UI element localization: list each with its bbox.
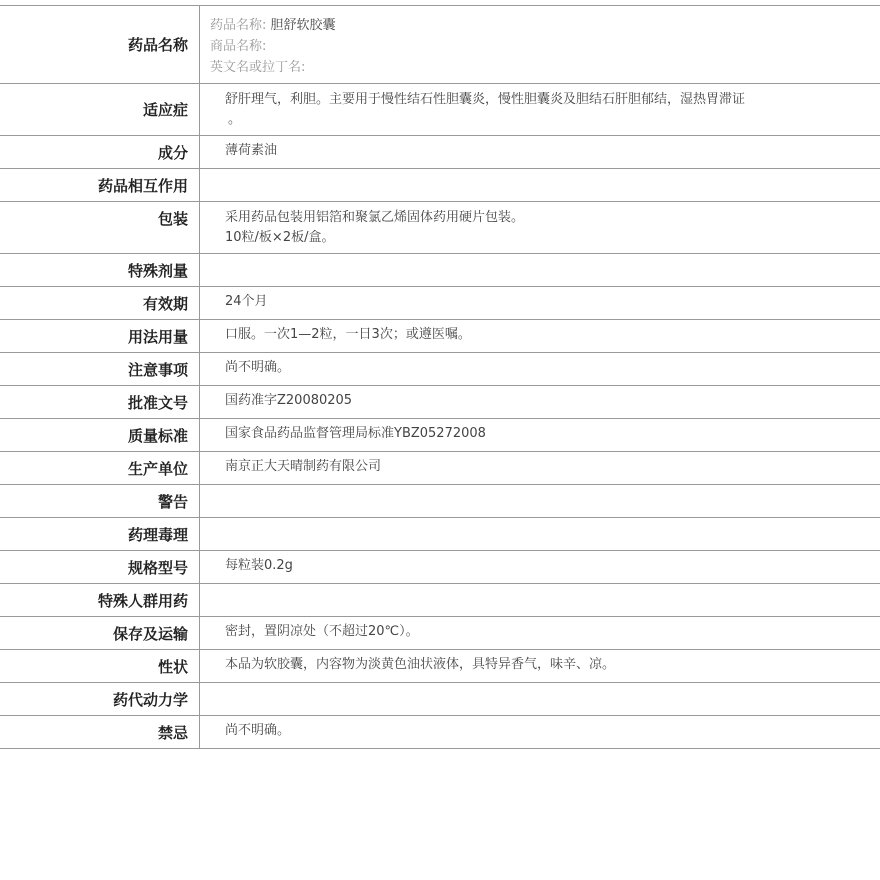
row-manufacturer xyxy=(0,452,880,485)
row-label: 成分 xyxy=(0,136,200,168)
row-interactions xyxy=(0,169,880,202)
row-storage xyxy=(0,617,880,650)
row-label: 特殊人群用药 xyxy=(0,584,200,616)
english-name-label: 英文名或拉丁名: xyxy=(210,60,306,75)
row-specification xyxy=(0,551,880,584)
row-label: 适应症 xyxy=(0,84,200,135)
row-label: 特殊剂量 xyxy=(0,254,200,286)
packaging-line-2: 10粒/板×2板/盒。 xyxy=(225,230,335,245)
row-label: 用法用量 xyxy=(0,320,200,352)
row-value: 薄荷素油 xyxy=(225,143,278,158)
row-label: 批准文号 xyxy=(0,386,200,418)
row-label: 保存及运输 xyxy=(0,617,200,649)
row-label: 药品名称 xyxy=(0,6,200,83)
row-packaging xyxy=(0,202,880,254)
row-label: 禁忌 xyxy=(0,716,200,748)
row-value: 口服。一次1—2粒，一日3次；或遵医嘱。 xyxy=(225,327,471,342)
row-label: 包装 xyxy=(0,202,200,253)
row-label: 质量标准 xyxy=(0,419,200,451)
row-value: 密封，置阴凉处（不超过20℃）。 xyxy=(225,624,419,639)
indication-line-1: 舒肝理气，利胆。主要用于慢性结石性胆囊炎，慢性胆囊炎及胆结石肝胆郁结，湿热胃滞证 xyxy=(225,92,746,107)
row-label: 警告 xyxy=(0,485,200,517)
indication-line-2: 。 xyxy=(228,112,242,127)
row-value xyxy=(200,6,880,83)
trade-name-label: 商品名称: xyxy=(210,39,267,54)
row-value: 每粒装0.2g xyxy=(225,558,293,573)
row-value: 南京正大天晴制药有限公司 xyxy=(225,459,382,474)
row-value: 本品为软胶囊，内容物为淡黄色油状液体，具特异香气，味辛、凉。 xyxy=(225,657,616,672)
row-label: 药理毒理 xyxy=(0,518,200,550)
row-label: 规格型号 xyxy=(0,551,200,583)
row-usage xyxy=(0,320,880,353)
drug-name-label: 药品名称: xyxy=(210,18,267,33)
row-value: 24个月 xyxy=(225,294,268,309)
packaging-line-1: 采用药品包装用铝箔和聚氯乙烯固体药用硬片包装。 xyxy=(225,210,525,225)
row-value xyxy=(200,84,880,135)
row-label: 药代动力学 xyxy=(0,683,200,715)
row-value xyxy=(200,485,880,517)
row-contraindications xyxy=(0,716,880,749)
row-quality-standard xyxy=(0,419,880,452)
row-label: 性状 xyxy=(0,650,200,682)
row-pharmacokinetics xyxy=(0,683,880,716)
row-ingredients xyxy=(0,136,880,169)
row-warning xyxy=(0,485,880,518)
row-label: 注意事项 xyxy=(0,353,200,385)
row-special-dosage xyxy=(0,254,880,287)
row-shelf-life xyxy=(0,287,880,320)
row-value xyxy=(200,683,880,715)
row-label: 生产单位 xyxy=(0,452,200,484)
row-value: 尚不明确。 xyxy=(225,360,291,375)
row-value xyxy=(200,518,880,550)
row-value: 尚不明确。 xyxy=(225,723,291,738)
drug-name-value: 胆舒软胶囊 xyxy=(270,18,336,33)
row-label: 药品相互作用 xyxy=(0,169,200,201)
row-description xyxy=(0,650,880,683)
row-approval-number xyxy=(0,386,880,419)
row-value: 国药准字Z20080205 xyxy=(225,393,353,408)
row-value xyxy=(200,254,880,286)
row-value xyxy=(200,202,880,253)
row-value: 国家食品药品监督管理局标准YBZ05272008 xyxy=(225,426,486,441)
row-pharmacology xyxy=(0,518,880,551)
row-drug-names xyxy=(0,6,880,84)
row-value xyxy=(200,584,880,616)
drug-info-table xyxy=(0,5,880,749)
row-label: 有效期 xyxy=(0,287,200,319)
row-indication xyxy=(0,84,880,136)
row-value xyxy=(200,169,880,201)
row-precautions xyxy=(0,353,880,386)
row-special-population xyxy=(0,584,880,617)
drug-name-line xyxy=(210,15,870,36)
